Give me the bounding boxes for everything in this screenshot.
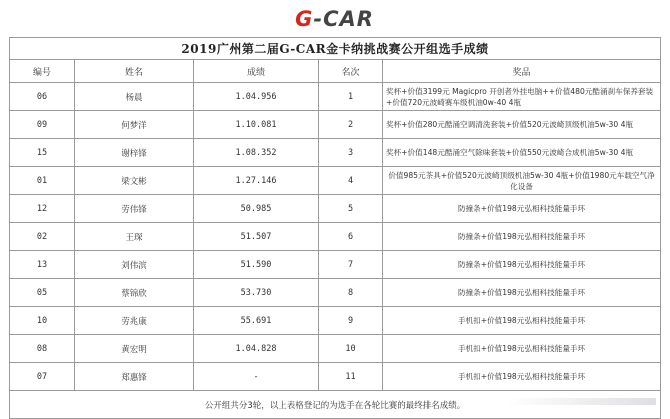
cell-rank: 6 <box>319 223 383 251</box>
footer-note: 公开组共分3轮，以上表格登记的为选手在各轮比赛的最终排名成绩。 <box>10 391 661 419</box>
logo-g: G <box>295 7 314 31</box>
g-car-logo <box>9 6 660 32</box>
header-row <box>10 60 661 83</box>
cell-name: 杨晨 <box>75 83 194 111</box>
logo-dash: - <box>313 7 324 31</box>
header-no: 编号 <box>10 60 75 83</box>
header-rank: 名次 <box>319 60 383 83</box>
table-row <box>10 223 661 251</box>
cell-prize: 防撞条+价值198元弘相科技能量手环 <box>383 279 661 307</box>
cell-name: 王琛 <box>75 223 194 251</box>
cell-no: 15 <box>10 139 75 167</box>
cell-score: 50.985 <box>194 195 319 223</box>
cell-score: 51.590 <box>194 251 319 279</box>
cell-no: 08 <box>10 335 75 363</box>
header-score: 成绩 <box>194 60 319 83</box>
table-title: 2019广州第二届G-CAR金卡纳挑战赛公开组选手成绩 <box>10 38 661 60</box>
cell-rank: 9 <box>319 307 383 335</box>
table-row <box>10 279 661 307</box>
cell-no: 06 <box>10 83 75 111</box>
cell-no: 05 <box>10 279 75 307</box>
cell-score: 51.507 <box>194 223 319 251</box>
cell-rank: 4 <box>319 167 383 195</box>
cell-prize: 手机扣+价值198元弘相科技能量手环 <box>383 363 661 391</box>
cell-no: 09 <box>10 111 75 139</box>
cell-prize: 奖杯+价值280元酷涌空调清洗套装+价值520元波崎顶级机油5w-30 4瓶 <box>383 111 661 139</box>
table-row <box>10 83 661 111</box>
table-row <box>10 139 661 167</box>
table-row <box>10 167 661 195</box>
cell-score: 55.691 <box>194 307 319 335</box>
cell-prize: 手机扣+价值198元弘相科技能量手环 <box>383 307 661 335</box>
table-row <box>10 195 661 223</box>
cell-rank: 11 <box>319 363 383 391</box>
table-row <box>10 335 661 363</box>
cell-score: 53.730 <box>194 279 319 307</box>
cell-no: 07 <box>10 363 75 391</box>
cell-no: 13 <box>10 251 75 279</box>
cell-no: 12 <box>10 195 75 223</box>
results-sheet <box>9 6 660 411</box>
cell-prize: 奖杯+价值3199元 Magicpro 开创者外挂电脑++价值480元酷涌刹车保养套装+价值720元波崎赛车级机油0w-40 4瓶 <box>383 83 661 111</box>
cell-name: 劳伟锋 <box>75 195 194 223</box>
cell-rank: 8 <box>319 279 383 307</box>
cell-rank: 1 <box>319 83 383 111</box>
cell-score: - <box>194 363 319 391</box>
table-row <box>10 363 661 391</box>
cell-name: 郑惠锋 <box>75 363 194 391</box>
title-row <box>10 38 661 60</box>
cell-name: 谢梓锋 <box>75 139 194 167</box>
cell-rank: 7 <box>319 251 383 279</box>
table-row <box>10 111 661 139</box>
results-table <box>9 37 661 419</box>
cell-prize: 防撞条+价值198元弘相科技能量手环 <box>383 251 661 279</box>
watermark-strip <box>506 398 656 405</box>
cell-prize: 防撞条+价值198元弘相科技能量手环 <box>383 223 661 251</box>
cell-score: 1.04.956 <box>194 83 319 111</box>
cell-score: 1.10.081 <box>194 111 319 139</box>
logo-car: CAR <box>323 7 374 31</box>
cell-no: 02 <box>10 223 75 251</box>
cell-score: 1.08.352 <box>194 139 319 167</box>
cell-rank: 5 <box>319 195 383 223</box>
header-name: 姓名 <box>75 60 194 83</box>
cell-no: 10 <box>10 307 75 335</box>
cell-name: 劳兆康 <box>75 307 194 335</box>
cell-name: 蔡锦欣 <box>75 279 194 307</box>
cell-score: 1.04.828 <box>194 335 319 363</box>
cell-name: 刘伟滨 <box>75 251 194 279</box>
cell-prize: 防撞条+价值198元弘相科技能量手环 <box>383 195 661 223</box>
cell-rank: 3 <box>319 139 383 167</box>
cell-prize: 价值985元茶具+价值520元波崎顶级机油5w-30 4瓶+价值1980元车载空气净化设备 <box>383 167 661 195</box>
cell-name: 黄宏明 <box>75 335 194 363</box>
cell-rank: 10 <box>319 335 383 363</box>
header-prize: 奖品 <box>383 60 661 83</box>
cell-prize: 奖杯+价值148元酷涌空气除味套装+价值550元波崎合成机油5w-30 4瓶 <box>383 139 661 167</box>
cell-score: 1.27.146 <box>194 167 319 195</box>
cell-rank: 2 <box>319 111 383 139</box>
cell-prize: 手机扣+价值198元弘相科技能量手环 <box>383 335 661 363</box>
cell-name: 何梦洋 <box>75 111 194 139</box>
table-row <box>10 251 661 279</box>
cell-no: 01 <box>10 167 75 195</box>
table-row <box>10 307 661 335</box>
cell-name: 梁文彬 <box>75 167 194 195</box>
